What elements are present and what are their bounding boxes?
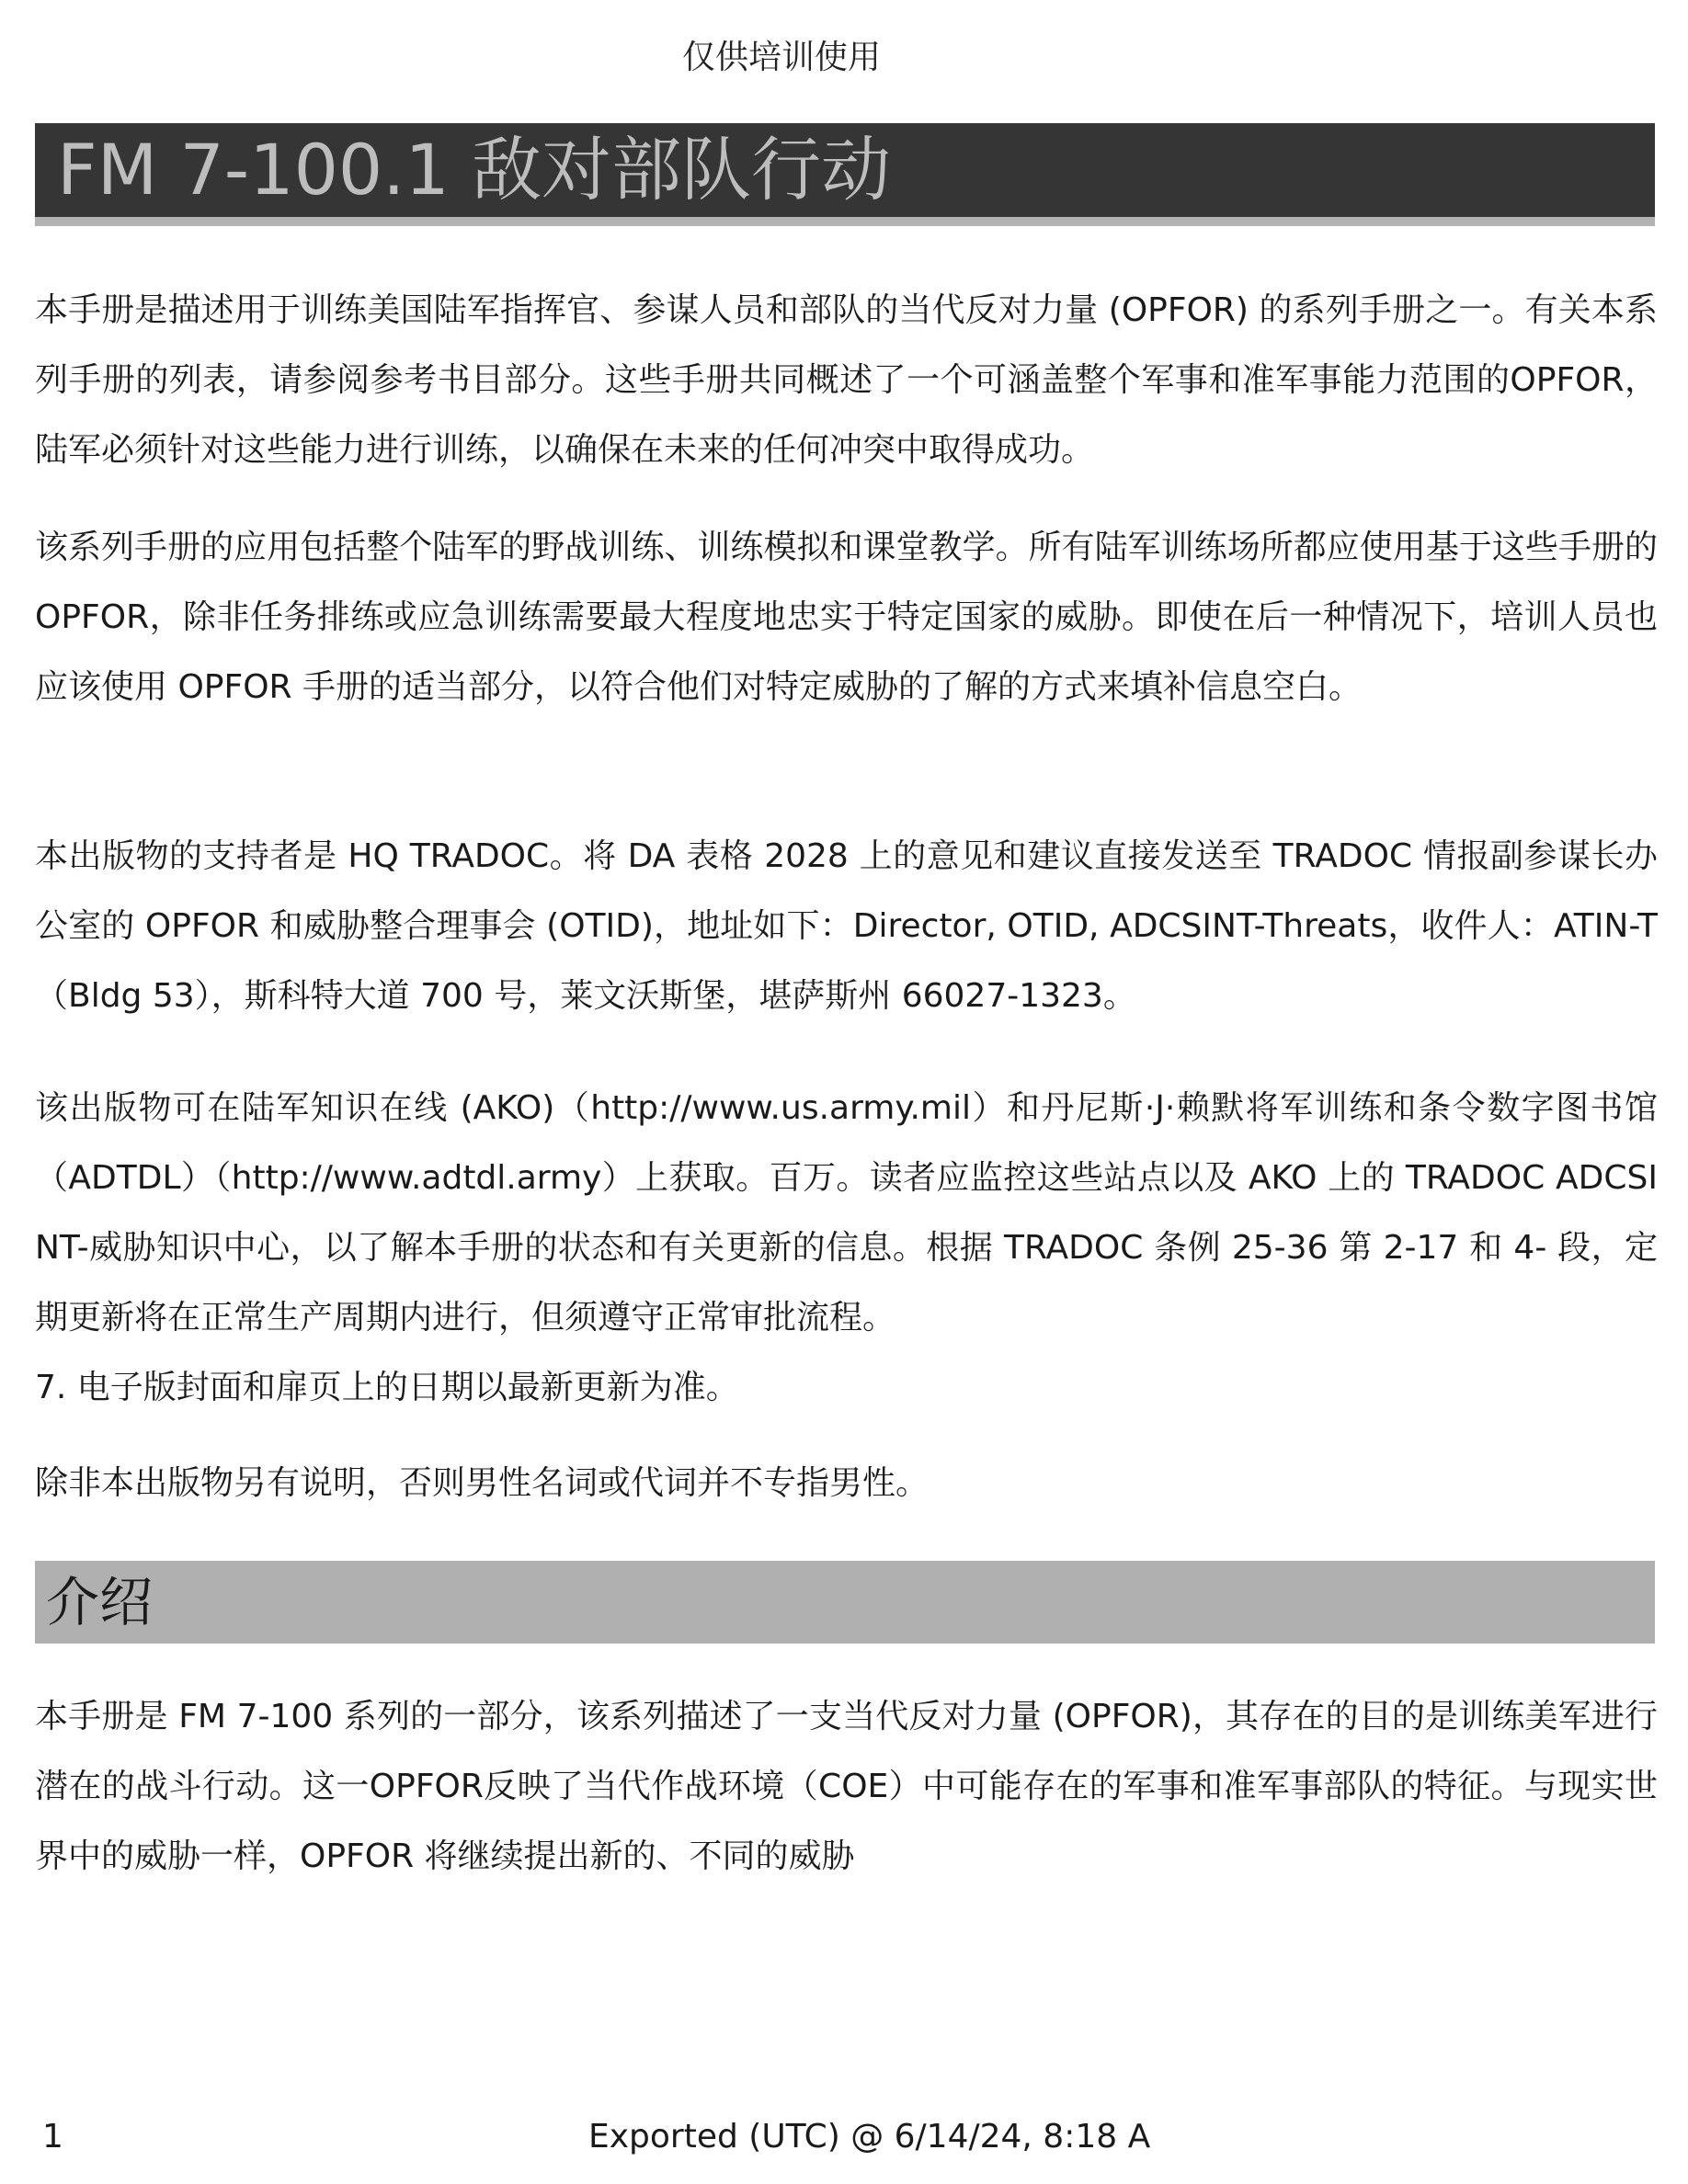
paragraph-1: 本手册是描述用于训练美国陆军指挥官、参谋人员和部队的当代反对力量 (OPFOR) 的系列手册之一。有关本系列手册的列表，请参阅参考书目部分。这些手册共同概述了一个可涵盖整个军事和准军事能力范围的OPFOR，陆军必须针对这些能力进行训练，以确保在未来的任何冲突中取得成功。 <box>35 291 1658 469</box>
section-heading: 介绍 <box>46 1571 154 1633</box>
paragraph-2-block <box>35 513 1658 722</box>
paragraph-1-block <box>35 276 1658 485</box>
export-stamp: Exported (UTC) @ 6/14/24, 8:18 A <box>588 2118 1151 2156</box>
header-note: 仅供培训使用 <box>681 39 881 76</box>
document-title: FM 7-100.1 敌对部队行动 <box>57 129 891 210</box>
title-banner <box>35 123 1655 226</box>
paragraph-3: 本出版物的支持者是 HQ TRADOC。将 DA 表格 2028 上的意见和建议直接发送至 TRADOC 情报副参谋长办公室的 OPFOR 和威胁整合理事会 (OTID)，地址如下：Director, OTID, ADCSINT-Threats，收件人：ATIN-T（Bldg 53），斯科特大道 700 号，莱文沃斯堡，堪萨斯州 66027-1323。 <box>35 837 1658 1015</box>
paragraph-4: 该出版物可在陆军知识在线 (AKO)（http://www.us.army.mil）和丹尼斯·J·赖默将军训练和条令数字图书馆（ADTDL）（http://www.adtdl.army）上获取。百万。读者应监控这些站点以及 AKO 上的 TRADOC ADCSINT-威胁知识中心，以了解本手册的状态和有关更新的信息。根据 TRADOC 条例 25-36 第 2-17 和 4- 段，定期更新将在正常生产周期内进行，但须遵守正常审批流程。 <box>35 1089 1658 1337</box>
section-banner <box>35 1561 1655 1644</box>
intro-paragraph: 本手册是 FM 7-100 系列的一部分，该系列描述了一支当代反对力量 (OPFOR)，其存在的目的是训练美军进行潜在的战斗行动。这一OPFOR反映了当代作战环境（COE）中可能存在的军事和准军事部队的特征。与现实世界中的威胁一样，OPFOR 将继续提出新的、不同的威胁 <box>35 1698 1658 1875</box>
paragraph-6: 除非本出版物另有说明，否则男性名词或代词并不专指男性。 <box>35 1464 930 1502</box>
paragraph-5-block <box>35 1353 1658 1423</box>
paragraph-6-block <box>35 1449 1658 1519</box>
paragraph-2: 该系列手册的应用包括整个陆军的野战训练、训练模拟和课堂教学。所有陆军训练场所都应使用基于这些手册的 OPFOR，除非任务排练或应急训练需要最大程度地忠实于特定国家的威胁。即使在后一种情况下，培训人员也应该使用 OPFOR 手册的适当部分，以符合他们对特定威胁的了解的方式来填补信息空白。 <box>35 529 1658 706</box>
paragraph-4-block <box>35 1074 1658 1353</box>
page-number: 1 <box>42 2118 63 2156</box>
paragraph-5: 7. 电子版封面和扉页上的日期以最新更新为准。 <box>35 1369 739 1406</box>
paragraph-3-block <box>35 822 1658 1031</box>
intro-block <box>35 1682 1658 1892</box>
